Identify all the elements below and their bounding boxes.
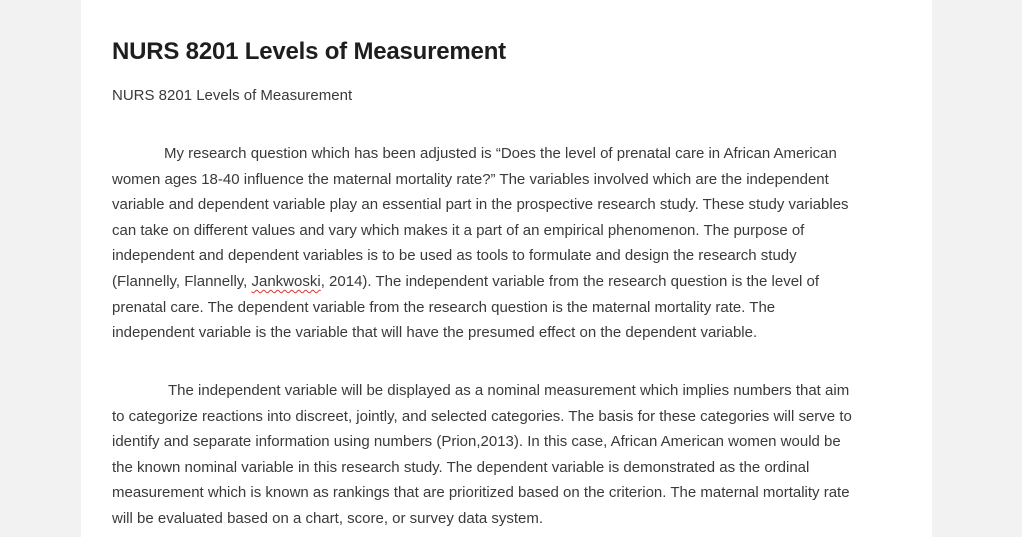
citation-text-rest: , 2014). The independent variable from the research question is the level of xyxy=(320,272,820,290)
paragraph-line: prenatal care. The dependent variable from the research question is the maternal mortality rate. The xyxy=(112,298,776,316)
article-page xyxy=(81,0,932,537)
paragraph-line: can take on different values and vary which makes it a part of an empirical phenomenon. The purpose of xyxy=(112,221,805,239)
paragraph-line: to categorize reactions into discreet, jointly, and selected categories. The basis for these categories will serve to xyxy=(112,407,852,425)
paragraph-line: independent variable is the variable that will have the presumed effect on the dependent variable. xyxy=(112,324,758,342)
citation-text: (Flannelly, Flannelly, xyxy=(112,272,252,290)
paragraph-nominal-measurement xyxy=(112,378,902,532)
page-title: NURS 8201 Levels of Measurement xyxy=(112,38,506,65)
paragraph-line: measurement which is known as rankings that are prioritized based on the criterion. The maternal mortality rate xyxy=(112,484,850,502)
paragraph-line: My research question which has been adjusted is “Does the level of prenatal care in African American xyxy=(164,145,837,162)
paragraph-line: women ages 18-40 influence the maternal mortality rate?” The variables involved which are the independent xyxy=(112,170,829,188)
paragraph-line-citation xyxy=(112,269,902,295)
paragraph-line: identify and separate information using numbers (Prion,2013). In this case, African American women would be xyxy=(112,433,841,451)
paragraph-line: variable and dependent variable play an essential part in the prospective research study. These study variables xyxy=(112,196,849,214)
paragraph-line: The independent variable will be displayed as a nominal measurement which implies numbers that aim xyxy=(168,382,850,399)
paragraph-line: will be evaluated based on a chart, score, or survey data system. xyxy=(112,509,544,527)
spellcheck-misspelled-word[interactable]: Jankwoski xyxy=(251,272,321,290)
paragraph-research-question xyxy=(112,141,902,346)
paragraph-line: independent and dependent variables is to be used as tools to formulate and design the research study xyxy=(112,247,797,265)
page-subtitle: NURS 8201 Levels of Measurement xyxy=(112,87,353,104)
paragraph-line: the known nominal variable in this research study. The dependent variable is demonstrated as the ordinal xyxy=(112,458,810,476)
